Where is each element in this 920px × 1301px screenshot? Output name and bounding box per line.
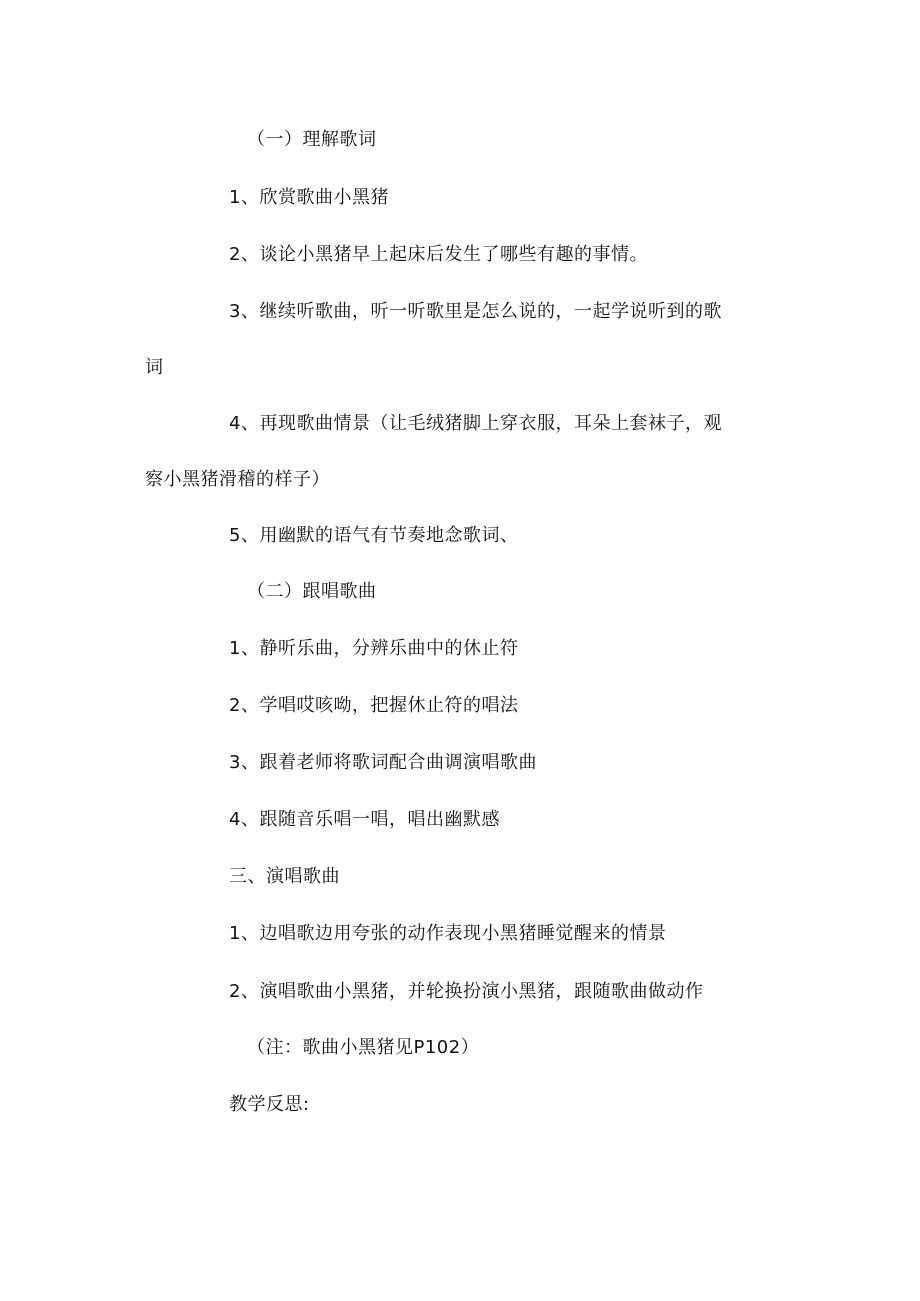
list-item-continuation: 词 — [145, 357, 164, 378]
list-item: 4、再现歌曲情景（让毛绒猪脚上穿衣服，耳朵上套袜子，观 — [229, 413, 722, 434]
note: （注：歌曲小黑猪见P102） — [247, 1037, 480, 1058]
list-item-continuation: 察小黑猪滑稽的样子） — [145, 469, 330, 490]
list-item: 3、继续听歌曲，听一听歌里是怎么说的，一起学说听到的歌 — [229, 301, 722, 322]
list-item: 1、边唱歌边用夸张的动作表现小黑猪睡觉醒来的情景 — [229, 923, 667, 944]
list-item: 2、演唱歌曲小黑猪，并轮换扮演小黑猪，跟随歌曲做动作 — [229, 981, 704, 1002]
section-heading-understand-lyrics: （一）理解歌词 — [247, 129, 377, 150]
list-item: 1、静听乐曲，分辨乐曲中的休止符 — [229, 638, 519, 659]
section-heading-perform: 三、演唱歌曲 — [229, 866, 340, 887]
list-item: 5、用幽默的语气有节奏地念歌词、 — [229, 525, 519, 546]
reflection-heading: 教学反思: — [229, 1094, 310, 1115]
list-item: 4、跟随音乐唱一唱，唱出幽默感 — [229, 809, 500, 830]
section-heading-sing-along: （二）跟唱歌曲 — [247, 581, 377, 602]
list-item: 1、欣赏歌曲小黑猪 — [229, 187, 389, 208]
list-item: 2、学唱哎咳呦，把握休止符的唱法 — [229, 695, 519, 716]
list-item: 3、跟着老师将歌词配合曲调演唱歌曲 — [229, 752, 537, 773]
list-item: 2、谈论小黑猪早上起床后发生了哪些有趣的事情。 — [229, 244, 648, 265]
